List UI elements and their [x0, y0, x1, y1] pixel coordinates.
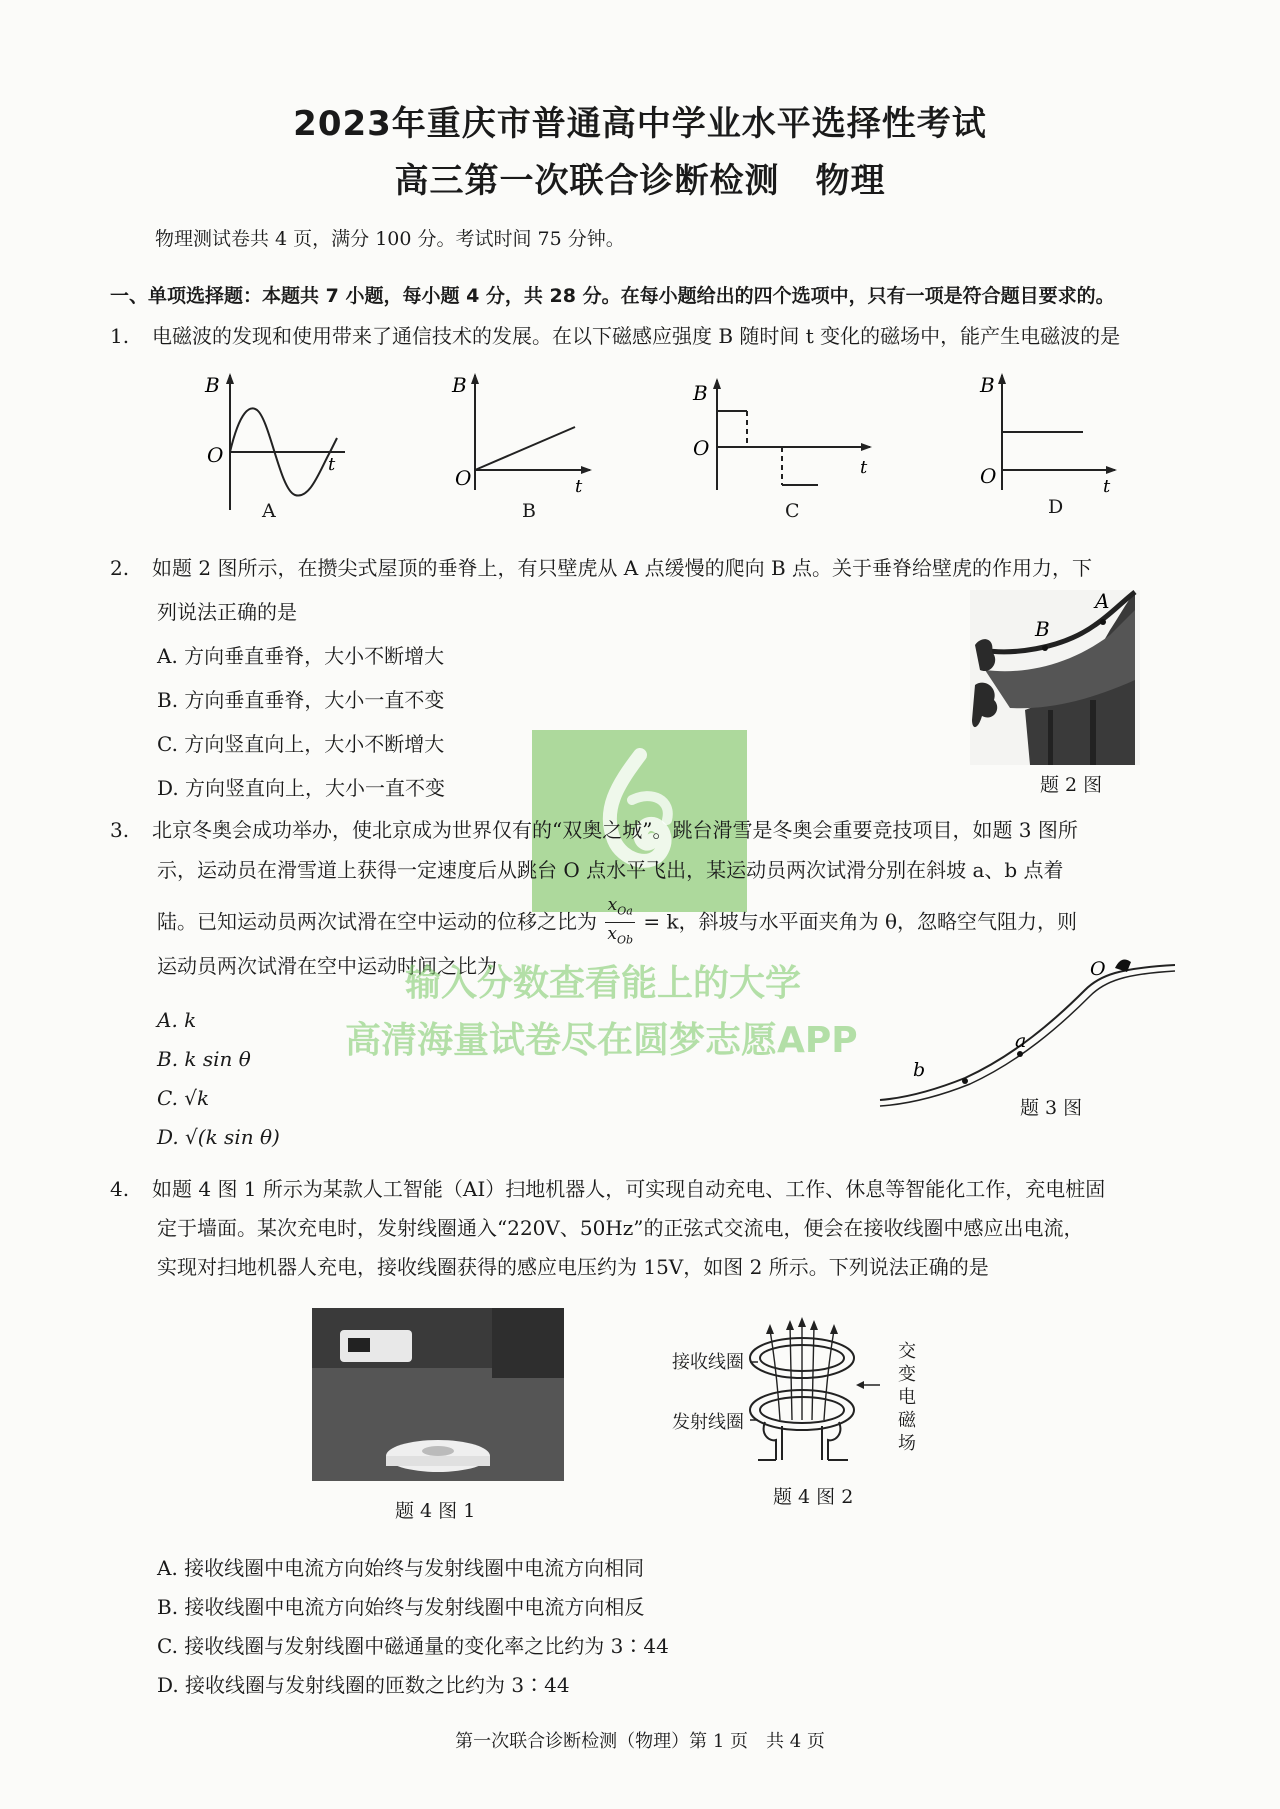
axis-label-t: t — [575, 476, 583, 495]
ski-slope-figure — [875, 950, 1175, 1110]
fraction-denominator — [605, 923, 635, 951]
question-text: = k，斜坡与水平面夹角为 θ，忽略空气阻力，则 — [643, 909, 1078, 934]
origin-label: O — [980, 464, 997, 488]
origin-label: O — [455, 466, 472, 490]
robot-lidar — [422, 1446, 454, 1456]
option-b[interactable]: B. 接收线圈中电流方向始终与发射线圈中电流方向相反 — [157, 1595, 645, 1619]
watermark-line-2: 高清海量试卷尽在圆梦志愿APP — [345, 1020, 858, 1061]
label-send-coil: 发射线圈 — [672, 1412, 744, 1433]
field-lines — [770, 1322, 834, 1420]
watermark-line-1: 输入分数查看能上的大学 — [405, 963, 802, 1004]
graph-a — [185, 370, 350, 520]
question-text: 陆。已知运动员两次试滑在空中运动的位移之比为 — [157, 909, 597, 934]
question-text: 如题 2 图所示，在攒尖式屋顶的垂脊上，有只壁虎从 A 点缓慢的爬向 B 点。关于垂脊给壁虎的作用力，下 — [152, 556, 1093, 580]
option-b[interactable]: B. 方向垂直垂脊，大小一直不变 — [157, 688, 445, 712]
fraction-numerator — [605, 894, 635, 923]
section-heading: 一、单项选择题：本题共 7 小题，每小题 4 分，共 28 分。在每小题给出的四个选项中，只有一项是符合题目要求的。 — [110, 285, 1115, 307]
x-axis-arrow — [861, 443, 872, 451]
option-c[interactable]: C. 接收线圈与发射线圈中磁通量的变化率之比约为 3∶44 — [157, 1634, 669, 1658]
graph-b — [430, 370, 595, 495]
field-arrow — [766, 1324, 774, 1334]
numerator-sub: Oa — [617, 904, 633, 918]
axis-label-b: B — [205, 373, 220, 397]
figure-4-1-caption: 题 4 图 1 — [395, 1500, 476, 1522]
question-3-stem-cont3: 运动员两次试滑在空中运动时间之比为 — [157, 954, 497, 978]
page-footer: 第一次联合诊断检测（物理）第 1 页 共 4 页 — [455, 1731, 825, 1752]
field-char: 变 — [898, 1364, 916, 1385]
field-arrow — [786, 1320, 794, 1330]
label-alternating-field — [897, 1340, 917, 1455]
field-char: 电 — [898, 1387, 916, 1408]
question-2-stem-cont: 列说法正确的是 — [157, 600, 297, 624]
origin-label: O — [693, 436, 710, 460]
x-axis-arrow — [1106, 466, 1117, 474]
graph-a-label: A — [262, 500, 276, 522]
point-b-dot — [962, 1078, 968, 1084]
point-a-dot — [1100, 619, 1106, 625]
question-1-stem — [110, 320, 1120, 349]
doorway — [492, 1308, 564, 1378]
ratio-fraction — [605, 894, 635, 952]
graph-b-label: B — [522, 500, 536, 522]
field-char: 场 — [898, 1433, 916, 1454]
question-3-stem-cont2 — [157, 894, 1077, 952]
figure-2-caption: 题 2 图 — [1040, 774, 1103, 796]
y-axis-arrow — [226, 373, 234, 384]
subtitle-main: 高三第一次联合诊断检测 — [394, 161, 780, 201]
graph-d — [975, 370, 1125, 495]
axis-label-b: B — [980, 373, 995, 397]
pillar — [1048, 710, 1053, 765]
option-d[interactable]: D. 接收线圈与发射线圈的匝数之比约为 3∶44 — [157, 1673, 570, 1697]
question-4-stem — [110, 1173, 1105, 1202]
x-axis-arrow — [581, 466, 592, 474]
option-c[interactable]: C. √k — [157, 1086, 210, 1110]
graph-c — [690, 375, 880, 495]
exam-subtitle — [0, 153, 1280, 202]
pillar — [1090, 700, 1096, 765]
figure-4-2-caption: 题 4 图 2 — [773, 1486, 854, 1508]
axis-label-t: t — [1103, 476, 1111, 495]
dock-sensor — [348, 1338, 370, 1352]
option-c[interactable]: C. 方向竖直向上，大小不断增大 — [157, 732, 445, 756]
label-receive-coil: 接收线圈 — [672, 1352, 744, 1373]
question-text: 北京冬奥会成功举办，使北京成为世界仅有的“双奥之城”。跳台滑雪是冬奥会重要竞技项目，如题 3 图所 — [152, 818, 1078, 842]
point-a-label: A — [1095, 590, 1110, 613]
point-a-label: a — [1015, 1030, 1027, 1052]
denominator-var: x — [607, 924, 617, 945]
field-arrow — [810, 1320, 818, 1330]
option-d[interactable]: D. √(k sin θ) — [157, 1125, 280, 1149]
axis-label-t: t — [860, 457, 868, 478]
slope-line-inner — [880, 971, 1175, 1106]
exam-title: 2023年重庆市普通高中学业水平选择性考试 — [293, 104, 987, 144]
field-leader-arrow — [856, 1381, 864, 1389]
axis-label-t: t — [328, 454, 336, 475]
option-a[interactable]: A. k — [157, 1008, 197, 1032]
question-3-stem-cont: 示，运动员在滑雪道上获得一定速度后从跳台 O 点水平飞出，某运动员两次试滑分别在斜坡 a、b 点着 — [157, 858, 1064, 882]
graph-d-label: D — [1048, 496, 1064, 518]
question-text: 如题 4 图 1 所示为某款人工智能（AI）扫地机器人，可实现自动充电、工作、休息等智能化工作，充电桩固 — [152, 1177, 1106, 1201]
option-d[interactable]: D. 方向竖直向上，大小一直不变 — [157, 776, 446, 800]
question-4-stem-cont2: 实现对扫地机器人充电，接收线圈获得的感应电压约为 15V，如图 2 所示。下列说法正确的是 — [157, 1255, 989, 1279]
exam-intro: 物理测试卷共 4 页，满分 100 分。考试时间 75 分钟。 — [155, 228, 625, 250]
denominator-sub: Ob — [616, 933, 634, 947]
graph-c-label: C — [785, 500, 800, 522]
question-number: 2. — [110, 556, 130, 580]
question-number: 4. — [110, 1177, 130, 1201]
point-b-dot — [1042, 645, 1048, 651]
y-axis-arrow — [998, 373, 1006, 384]
question-number: 1. — [110, 324, 130, 348]
robot-photo — [312, 1308, 564, 1481]
robot-side — [386, 1456, 490, 1466]
roof-photo — [970, 590, 1140, 765]
axis-label-b: B — [452, 373, 467, 397]
field-char: 磁 — [898, 1410, 916, 1431]
y-axis-arrow — [471, 373, 479, 384]
point-o-label: O — [1090, 958, 1106, 980]
option-b[interactable]: B. k sin θ — [157, 1047, 251, 1071]
linear-line — [475, 427, 575, 470]
numerator-var: x — [607, 895, 618, 915]
field-char: 交 — [898, 1341, 916, 1362]
question-number: 3. — [110, 818, 130, 842]
question-3-stem — [110, 814, 1078, 843]
question-2-stem — [110, 552, 1092, 581]
point-b-label: b — [913, 1059, 926, 1081]
option-a[interactable]: A. 接收线圈中电流方向始终与发射线圈中电流方向相同 — [157, 1556, 645, 1580]
figure-3-caption: 题 3 图 — [1020, 1097, 1083, 1119]
point-b-label: B — [1035, 617, 1050, 641]
field-arrow — [798, 1317, 806, 1327]
y-axis-arrow — [713, 378, 721, 389]
option-a[interactable]: A. 方向垂直垂脊，大小不断增大 — [157, 644, 445, 668]
question-text: 电磁波的发现和使用带来了通信技术的发展。在以下磁感应强度 B 随时间 t 变化的磁场中，能产生电磁波的是 — [152, 324, 1121, 348]
axis-label-b: B — [693, 381, 708, 405]
origin-label: O — [207, 443, 224, 467]
field-arrow — [830, 1324, 838, 1334]
question-4-stem-cont: 定于墙面。某次充电时，发射线圈通入“220V、50Hz”的正弦式交流电，便会在接收线圈中感应出电流， — [157, 1216, 1084, 1240]
subject-name: 物理 — [815, 161, 886, 201]
